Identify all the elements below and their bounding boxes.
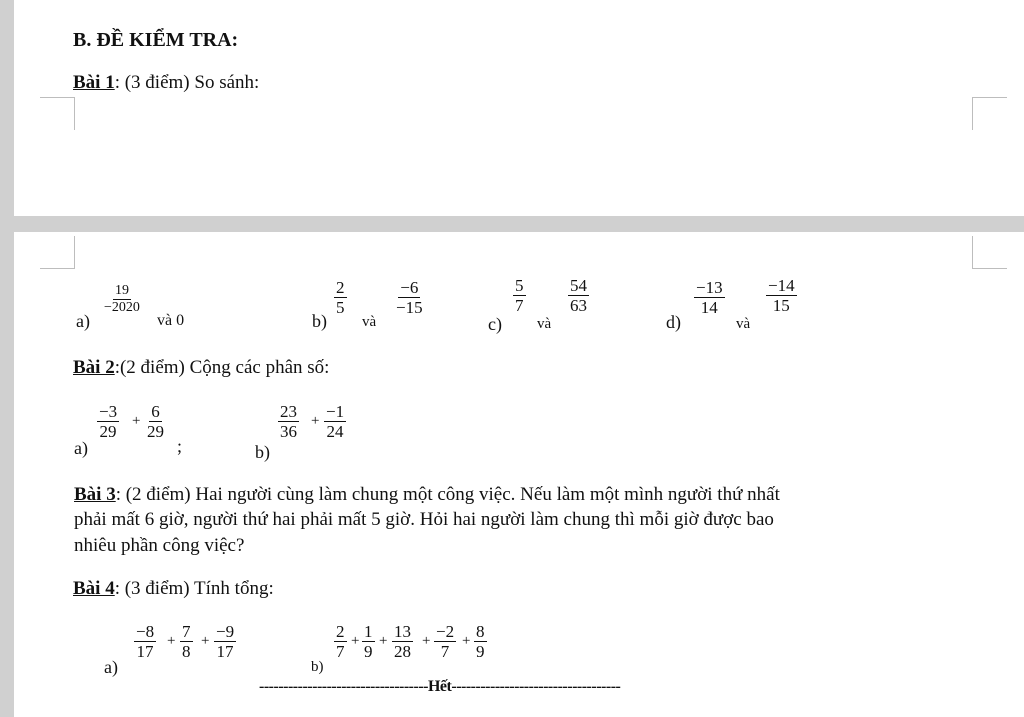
bai4-a-letter: a)	[104, 657, 118, 677]
bai1-b-f2-denominator: −15	[396, 298, 423, 317]
bai1-c-f2-denominator: 63	[570, 296, 587, 315]
bai4-a-fraction-1	[134, 622, 156, 661]
bai2-b-f2-denominator: 24	[326, 422, 344, 441]
bai3-line-3: nhiêu phần công việc?	[74, 535, 245, 556]
bai4-a-f2-denominator: 8	[182, 642, 191, 661]
bai4-a-plus-2: +	[201, 633, 210, 649]
bai3-label: Bài 3	[74, 484, 116, 505]
bai4-b-f2-denominator: 9	[364, 642, 373, 661]
bai4-b-f5-denominator: 9	[476, 642, 485, 661]
bai4-b-f3-denominator: 28	[394, 642, 411, 661]
bai4-a-plus-1: +	[167, 633, 176, 649]
bai1-c-fraction-1	[513, 276, 526, 315]
bai4-b-plus-1: +	[351, 633, 360, 649]
bai4-b-plus-2: +	[379, 633, 388, 649]
bai4-b-f5-numerator: 8	[476, 622, 485, 641]
bai3-line-1	[74, 483, 954, 506]
bai2-a-f2-denominator: 29	[147, 422, 164, 441]
bai2-heading	[73, 357, 329, 379]
bai1-b-and: và	[362, 314, 377, 330]
crop-mark-top-right	[972, 97, 1007, 130]
bai4-a-fraction-3	[214, 622, 236, 661]
bai4-a-f3-numerator: −9	[216, 622, 235, 641]
bai1-b-f1-numerator: 2	[336, 278, 345, 297]
bai2-label: Bài 2	[73, 357, 115, 378]
bai4-b-f2-numerator: 1	[364, 622, 373, 641]
document-page-2	[14, 232, 1024, 717]
bai1-d-f2-numerator: −14	[768, 276, 795, 295]
bai4-b-fraction-4	[434, 622, 456, 661]
document-page-1	[14, 0, 1024, 216]
bai1-a-numerator: 19	[114, 283, 129, 298]
bai2-a-fraction-2	[145, 402, 166, 441]
bai4-b-letter: b)	[311, 659, 324, 675]
bai4-b-plus-3: +	[422, 633, 431, 649]
bai2-a-fraction-1	[97, 402, 119, 441]
bai2-a-semicolon: ;	[177, 436, 183, 456]
bai1-a-letter: a)	[76, 311, 90, 331]
bai1-d-fraction-1	[694, 278, 725, 317]
bai2-b-fraction-2	[324, 402, 346, 441]
bai2-a-plus: +	[132, 413, 141, 429]
bai1-b-f1-denominator: 5	[336, 298, 345, 317]
bai4-a-f1-numerator: −8	[136, 622, 155, 641]
bai4-a-fraction-2	[180, 622, 193, 661]
bai2-b-f2-numerator: −1	[326, 402, 345, 421]
bai2-intro: :(2 điểm) Cộng các phân số:	[114, 357, 330, 378]
bai2-b-plus: +	[311, 413, 320, 429]
section-title: B. ĐỀ KIỂM TRA:	[73, 29, 239, 51]
bai4-b-f3-numerator: 13	[394, 622, 411, 641]
bai4-a-f3-denominator: 17	[216, 642, 234, 661]
bai2-b-fraction-1	[278, 402, 299, 441]
bai4-b-fraction-5	[474, 622, 487, 661]
bai1-d-fraction-2	[766, 276, 797, 315]
bai4-intro: : (3 điểm) Tính tổng:	[114, 578, 274, 599]
bai1-a-fraction	[102, 283, 142, 316]
bai1-label: Bài 1	[73, 72, 115, 93]
bai4-b-f4-numerator: −2	[436, 622, 455, 641]
bai2-b-f1-denominator: 36	[280, 422, 297, 441]
crop-mark-bottom-right	[972, 236, 1007, 269]
crop-mark-top-left	[40, 97, 75, 130]
bai1-d-f1-numerator: −13	[696, 278, 723, 297]
bai4-a-f2-numerator: 7	[182, 622, 191, 641]
bai4-b-f4-denominator: 7	[440, 642, 450, 661]
bai1-intro: : (3 điểm) So sánh:	[114, 72, 260, 93]
bai1-d-and: và	[736, 316, 751, 332]
bai2-a-f1-numerator: −3	[99, 402, 118, 421]
bai4-label: Bài 4	[73, 578, 115, 599]
bai1-b-fraction-2	[394, 278, 425, 317]
bai3-line-2: phải mất 6 giờ, người thứ hai phải mất 5 giờ. Hỏi hai người làm chung thì mỗi giờ được bao	[74, 509, 774, 530]
bai4-a-f1-denominator: 17	[136, 642, 154, 661]
bai1-a-compare: và 0	[157, 312, 185, 329]
bai1-c-f1-numerator: 5	[515, 276, 524, 295]
bai1-c-letter: c)	[488, 314, 502, 334]
bai1-a-denominator: −2020	[104, 300, 140, 315]
bai4-b-f1-denominator: 7	[336, 642, 345, 661]
bai1-b-fraction-1	[334, 278, 347, 317]
bai1-c-and: và	[537, 316, 552, 332]
bai1-c-f2-numerator: 54	[570, 276, 587, 295]
bai4-b-plus-4: +	[462, 633, 471, 649]
bai2-a-f1-denominator: 29	[99, 422, 117, 441]
bai4-b-f1-numerator: 2	[336, 622, 345, 641]
bai2-b-f1-numerator: 23	[280, 402, 297, 421]
bai2-a-letter: a)	[74, 438, 88, 458]
bai4-b-fraction-3	[392, 622, 413, 661]
bai4-b-fraction-2	[362, 622, 375, 661]
bai3-text-1: : (2 điểm) Hai người cùng làm chung một công việc. Nếu làm một mình người thứ nhất	[115, 484, 780, 505]
bai4-heading	[73, 578, 274, 600]
bai1-d-letter: d)	[666, 312, 681, 332]
bai1-heading	[73, 72, 259, 94]
end-marker: -----------------------------------Hết-----------------------------------	[259, 678, 621, 695]
bai1-d-f1-denominator: 14	[700, 298, 718, 317]
bai1-d-f2-denominator: 15	[772, 296, 790, 315]
bai4-b-fraction-1	[334, 622, 347, 661]
bai2-b-letter: b)	[255, 442, 270, 462]
bai1-b-f2-numerator: −6	[400, 278, 419, 297]
bai1-b-letter: b)	[312, 311, 327, 331]
crop-mark-bottom-left	[40, 236, 75, 269]
bai1-c-f1-denominator: 7	[515, 296, 524, 315]
bai1-c-fraction-2	[568, 276, 589, 315]
bai2-a-f2-numerator: 6	[151, 402, 160, 421]
